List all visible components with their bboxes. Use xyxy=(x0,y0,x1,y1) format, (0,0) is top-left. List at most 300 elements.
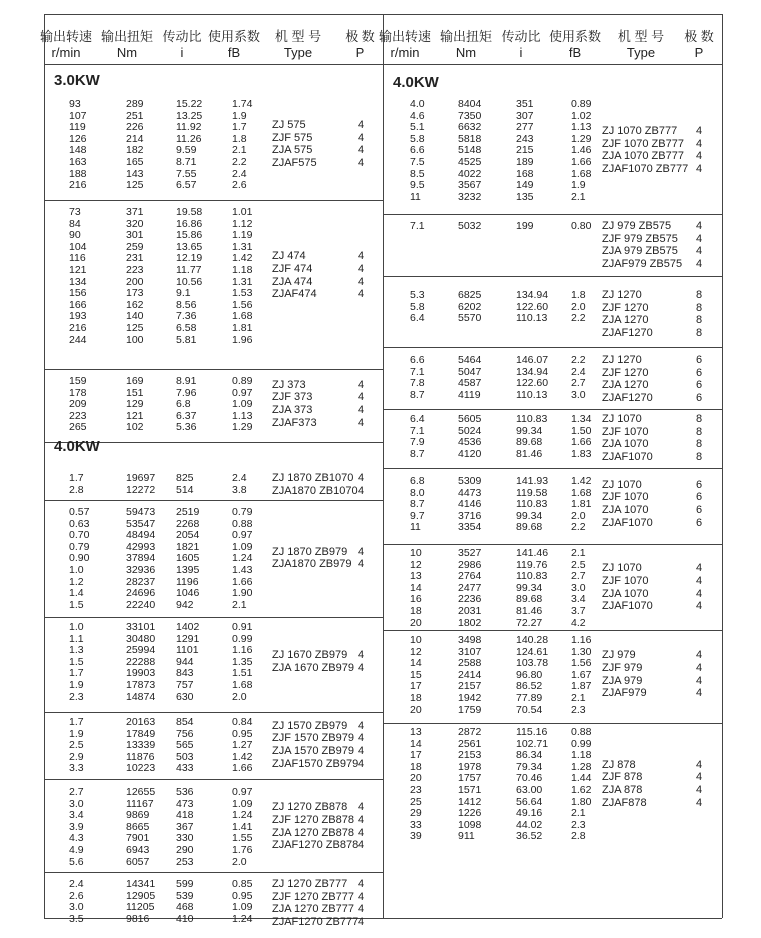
header-unit: Type xyxy=(626,45,656,60)
table-cell: 159 xyxy=(69,375,87,387)
model-type: ZJ 1270 xyxy=(602,354,642,366)
table-cell: 100 xyxy=(126,333,144,346)
table-cell: 16 xyxy=(410,593,422,606)
model-type: ZJAF575 xyxy=(272,157,317,169)
table-cell: 9869 xyxy=(126,809,150,822)
model-type: ZJA1870 ZB1070 xyxy=(272,484,358,497)
table-cell: 29 xyxy=(410,807,422,820)
table-cell: 125 xyxy=(126,179,144,192)
table-cell: 757 xyxy=(176,679,194,691)
table-cell: 243 xyxy=(516,132,534,145)
table-cell: 1.31 xyxy=(232,240,253,253)
model-type: ZJAF1270 xyxy=(602,391,653,404)
table-cell: 79.34 xyxy=(516,760,543,773)
table-cell: 1.09 xyxy=(232,797,253,810)
table-cell: 3.4 xyxy=(571,593,586,606)
table-cell: 19697 xyxy=(126,472,156,484)
pole-count: 4 xyxy=(358,801,365,814)
row-divider xyxy=(383,723,722,724)
pole-count: 4 xyxy=(358,263,365,275)
table-cell: 56.64 xyxy=(516,795,543,808)
table-cell: 2.2 xyxy=(571,521,586,534)
header-unit: Nm xyxy=(455,45,477,60)
table-cell: 14 xyxy=(410,581,422,594)
model-type: ZJ 373 xyxy=(272,378,306,391)
table-cell: 1.56 xyxy=(232,298,253,311)
pole-count: 6 xyxy=(696,491,703,504)
table-cell: 4022 xyxy=(458,167,482,180)
table-cell: 99.34 xyxy=(516,581,543,594)
table-cell: 231 xyxy=(126,252,144,265)
table-cell: 0.97 xyxy=(232,786,253,798)
table-cell: 102.71 xyxy=(516,737,549,750)
header-unit: i xyxy=(519,45,523,60)
pole-count: 4 xyxy=(358,839,365,852)
table-cell: 17849 xyxy=(126,727,156,740)
model-type: ZJF 1070 ZB777 xyxy=(602,137,684,150)
table-cell: 1.12 xyxy=(232,217,253,230)
table-cell: 4587 xyxy=(458,377,482,390)
table-cell: 134.94 xyxy=(516,365,549,378)
table-cell: 10223 xyxy=(126,762,156,775)
table-cell: 6.37 xyxy=(176,409,197,422)
table-cell: 4473 xyxy=(458,486,482,499)
table-cell: 8.5 xyxy=(410,167,425,180)
pole-count: 4 xyxy=(696,687,703,700)
model-type: ZJAF1070 ZB777 xyxy=(602,162,689,175)
model-type: ZJA 1070 xyxy=(602,587,649,600)
pole-count: 4 xyxy=(696,784,703,796)
table-cell: 110.13 xyxy=(516,312,548,325)
table-cell: 129 xyxy=(126,398,144,411)
table-cell: 2.9 xyxy=(69,750,84,763)
pole-count: 4 xyxy=(696,125,703,137)
model-type: ZJAF1270 xyxy=(602,326,653,339)
table-cell: 1759 xyxy=(458,703,482,716)
pole-count: 8 xyxy=(696,289,703,301)
table-cell: 11876 xyxy=(126,750,155,763)
table-cell: 1.62 xyxy=(571,784,592,796)
model-type: ZJA 1270 ZB878 xyxy=(272,826,354,839)
section-title: 4.0KW xyxy=(393,74,439,91)
model-type: ZJA 878 xyxy=(602,784,643,796)
table-cell: 5309 xyxy=(458,475,482,487)
table-cell: 48494 xyxy=(126,529,156,542)
table-cell: 8.7 xyxy=(410,498,425,511)
table-cell: 89.68 xyxy=(516,436,543,449)
table-cell: 0.91 xyxy=(232,621,253,633)
table-cell: 17 xyxy=(410,749,422,762)
table-cell: 25 xyxy=(410,795,422,808)
table-cell: 17873 xyxy=(126,679,156,691)
model-type: ZJ 1270 ZB878 xyxy=(272,801,348,814)
table-cell: 1.7 xyxy=(69,472,84,484)
table-cell: 2.1 xyxy=(232,598,247,611)
pole-count: 4 xyxy=(358,915,365,928)
table-cell: 86.34 xyxy=(516,749,543,762)
table-cell: 14341 xyxy=(126,878,156,890)
model-type: ZJ 1870 ZB979 xyxy=(272,545,348,558)
table-cell: 99.34 xyxy=(516,424,543,437)
table-cell: 3.3 xyxy=(69,762,84,775)
row-divider xyxy=(44,779,383,780)
model-type: ZJF 1270 ZB777 xyxy=(272,890,354,903)
table-cell: 1.50 xyxy=(571,424,592,437)
table-cell: 1821 xyxy=(176,540,200,553)
header-unit: fB xyxy=(227,45,241,60)
table-cell: 8.71 xyxy=(176,156,197,168)
table-cell: 42993 xyxy=(126,540,156,553)
pole-count: 4 xyxy=(696,162,703,175)
table-cell: 173 xyxy=(126,287,144,300)
table-cell: 2.6 xyxy=(69,889,84,902)
table-cell: 14 xyxy=(410,657,422,670)
table-cell: 119.58 xyxy=(516,486,548,499)
table-cell: 1.29 xyxy=(571,132,592,145)
table-cell: 11205 xyxy=(126,901,155,914)
table-cell: 1.96 xyxy=(232,333,253,346)
header-title: 机 型 号 xyxy=(617,29,665,44)
table-cell: 12272 xyxy=(126,483,156,496)
table-cell: 2.0 xyxy=(232,690,247,703)
table-cell: 116 xyxy=(69,252,86,265)
table-cell: 1.24 xyxy=(232,912,253,925)
table-cell: 5.81 xyxy=(176,333,197,346)
table-cell: 6.4 xyxy=(410,312,425,325)
table-cell: 0.85 xyxy=(232,878,253,890)
pole-count: 6 xyxy=(696,366,703,379)
header-unit: i xyxy=(180,45,184,60)
table-cell: 2872 xyxy=(458,726,482,738)
row-divider xyxy=(44,872,383,873)
table-cell: 5570 xyxy=(458,312,482,325)
pole-count: 4 xyxy=(696,600,703,613)
pole-count: 6 xyxy=(696,504,703,516)
table-cell: 5047 xyxy=(458,365,482,378)
table-cell: 1.68 xyxy=(232,679,253,691)
table-cell: 156 xyxy=(69,287,87,300)
model-type: ZJAF979 ZB575 xyxy=(602,257,683,270)
table-cell: 6943 xyxy=(126,844,150,856)
table-cell: 193 xyxy=(69,310,87,323)
model-type: ZJ 1870 ZB1070 xyxy=(272,472,354,484)
model-type: ZJ 1570 ZB979 xyxy=(272,719,348,732)
table-cell: 1.13 xyxy=(571,121,592,134)
table-cell: 0.88 xyxy=(232,517,253,530)
table-cell: 433 xyxy=(176,762,194,775)
table-cell: 1.7 xyxy=(69,667,84,680)
header-title: 传动比 xyxy=(501,29,541,44)
table-cell: 1.24 xyxy=(232,809,253,822)
table-cell: 141.46 xyxy=(516,547,549,559)
table-cell: 1.31 xyxy=(232,275,253,288)
table-cell: 63.00 xyxy=(516,784,543,796)
table-cell: 854 xyxy=(176,716,194,728)
table-cell: 2.3 xyxy=(571,818,586,831)
table-cell: 1.5 xyxy=(69,598,84,611)
table-cell: 944 xyxy=(176,655,194,668)
pole-count: 4 xyxy=(358,890,365,903)
table-cell: 141.93 xyxy=(516,475,549,487)
model-type: ZJF 1070 xyxy=(602,491,649,504)
table-cell: 1.9 xyxy=(571,179,586,192)
table-cell: 473 xyxy=(176,797,194,810)
table-cell: 7.1 xyxy=(410,424,425,437)
table-cell: 189 xyxy=(516,156,534,168)
table-cell: 102 xyxy=(126,421,144,434)
header-title: 输出扭矩 xyxy=(439,29,492,44)
table-cell: 11167 xyxy=(126,797,154,810)
table-cell: 3.0 xyxy=(69,797,84,810)
table-cell: 13 xyxy=(410,726,422,738)
table-cell: 10 xyxy=(410,547,422,559)
table-cell: 4146 xyxy=(458,498,482,511)
table-cell: 81.46 xyxy=(516,447,543,460)
table-cell: 15.86 xyxy=(176,229,203,242)
header-title: 极 数 xyxy=(684,29,714,44)
table-cell: 44.02 xyxy=(516,818,543,831)
table-cell: 1.56 xyxy=(571,657,592,670)
table-cell: 7.96 xyxy=(176,386,197,399)
table-cell: 289 xyxy=(126,98,144,110)
table-cell: 1.41 xyxy=(232,820,253,833)
table-cell: 2054 xyxy=(176,529,200,542)
table-cell: 93 xyxy=(69,98,81,110)
table-cell: 0.57 xyxy=(69,506,90,518)
table-cell: 6.6 xyxy=(410,144,425,157)
table-cell: 2268 xyxy=(176,517,200,530)
model-type: ZJ 1670 ZB979 xyxy=(272,649,348,661)
table-cell: 13.25 xyxy=(176,109,203,122)
table-cell: 3.8 xyxy=(232,483,247,496)
table-cell: 3498 xyxy=(458,634,482,646)
row-divider xyxy=(383,214,722,215)
table-cell: 2.6 xyxy=(232,179,247,192)
table-cell: 70.54 xyxy=(516,703,543,716)
row-divider xyxy=(44,617,383,618)
table-cell: 2764 xyxy=(458,570,482,583)
table-cell: 7350 xyxy=(458,109,482,122)
model-type: ZJ 1070 ZB777 xyxy=(602,125,678,137)
table-cell: 12 xyxy=(410,558,422,571)
table-cell: 22240 xyxy=(126,598,156,611)
table-cell: 1.16 xyxy=(571,634,592,646)
table-cell: 4525 xyxy=(458,156,482,168)
model-type: ZJAF373 xyxy=(272,416,317,429)
table-cell: 351 xyxy=(516,98,534,110)
model-type: ZJA 1070 xyxy=(602,438,649,451)
pole-count: 4 xyxy=(358,472,365,484)
table-cell: 8665 xyxy=(126,820,150,833)
model-type: ZJA 1070 ZB777 xyxy=(602,150,684,163)
row-divider xyxy=(44,712,383,713)
table-cell: 5.6 xyxy=(69,855,84,868)
pole-count: 4 xyxy=(358,649,365,661)
table-cell: 10 xyxy=(410,634,422,646)
table-cell: 6632 xyxy=(458,121,482,134)
table-cell: 1.01 xyxy=(232,206,253,218)
table-cell: 8404 xyxy=(458,98,482,110)
table-cell: 1605 xyxy=(176,552,200,565)
table-cell: 2236 xyxy=(458,593,482,606)
table-cell: 169 xyxy=(126,375,144,387)
pole-count: 4 xyxy=(358,757,365,770)
table-cell: 86.52 xyxy=(516,680,543,693)
pole-count: 4 xyxy=(696,796,703,809)
table-cell: 1802 xyxy=(458,616,482,629)
table-cell: 4.2 xyxy=(571,616,586,629)
table-cell: 1.74 xyxy=(232,98,253,110)
model-type: ZJ 575 xyxy=(272,119,306,132)
pole-count: 4 xyxy=(358,275,365,288)
table-cell: 96.80 xyxy=(516,668,543,681)
header-unit: P xyxy=(355,45,365,60)
table-cell: 9816 xyxy=(126,912,150,925)
table-cell: 418 xyxy=(176,809,194,822)
header-unit: fB xyxy=(568,45,582,60)
table-cell: 81.46 xyxy=(516,605,543,617)
model-type: ZJF 474 xyxy=(272,263,313,275)
table-cell: 178 xyxy=(69,386,87,399)
table-cell: 1.1 xyxy=(69,632,84,645)
table-cell: 1.42 xyxy=(571,475,592,487)
model-type: ZJAF1270 ZB878 xyxy=(272,839,359,852)
table-cell: 1.55 xyxy=(232,832,253,845)
table-cell: 32936 xyxy=(126,564,156,576)
header-unit: r/min xyxy=(390,45,420,60)
table-cell: 140.28 xyxy=(516,634,549,646)
table-cell: 119.76 xyxy=(516,558,548,571)
table-cell: 942 xyxy=(176,598,194,611)
table-cell: 12 xyxy=(410,645,422,658)
model-type: ZJF 1270 xyxy=(602,366,649,379)
table-cell: 33101 xyxy=(126,621,156,633)
table-cell: 151 xyxy=(126,386,144,399)
table-cell: 3.0 xyxy=(571,581,586,594)
table-cell: 514 xyxy=(176,483,194,496)
table-cell: 1.53 xyxy=(232,287,253,300)
table-cell: 163 xyxy=(69,156,87,168)
table-cell: 0.89 xyxy=(571,98,592,110)
table-cell: 49.16 xyxy=(516,807,543,820)
table-cell: 1.42 xyxy=(232,750,253,763)
table-cell: 9.5 xyxy=(410,179,425,192)
table-cell: 2.7 xyxy=(571,377,586,390)
table-cell: 165 xyxy=(126,156,144,168)
row-divider xyxy=(383,409,722,410)
table-cell: 0.97 xyxy=(232,529,253,542)
model-type: ZJ 979 ZB575 xyxy=(602,220,672,232)
table-cell: 1.34 xyxy=(571,413,592,425)
table-cell: 0.99 xyxy=(571,737,592,750)
pole-count: 8 xyxy=(696,450,703,463)
table-cell: 4119 xyxy=(458,388,481,401)
table-cell: 1.81 xyxy=(571,498,592,511)
pole-count: 4 xyxy=(358,719,365,732)
header-unit: r/min xyxy=(51,45,81,60)
table-cell: 1.09 xyxy=(232,901,253,914)
table-cell: 2031 xyxy=(458,605,482,617)
table-cell: 3.9 xyxy=(69,820,84,833)
table-cell: 2986 xyxy=(458,558,482,571)
table-cell: 188 xyxy=(69,167,87,180)
pole-count: 6 xyxy=(696,478,703,491)
pole-count: 4 xyxy=(696,232,703,245)
table-cell: 1291 xyxy=(176,632,200,645)
table-cell: 2.1 xyxy=(232,144,247,157)
table-cell: 200 xyxy=(126,275,144,288)
pole-count: 4 xyxy=(358,745,365,757)
table-cell: 121 xyxy=(126,409,144,422)
table-cell: 7.36 xyxy=(176,310,197,323)
row-divider xyxy=(383,630,722,631)
table-cell: 20 xyxy=(410,616,422,629)
table-cell: 33 xyxy=(410,818,422,831)
pole-count: 4 xyxy=(358,558,365,571)
table-cell: 2.7 xyxy=(571,570,586,583)
table-cell: 7.8 xyxy=(410,377,425,390)
header-title: 机 型 号 xyxy=(274,29,322,44)
pole-count: 4 xyxy=(358,826,365,839)
table-cell: 72.27 xyxy=(516,616,543,629)
table-cell: 1.16 xyxy=(232,644,253,657)
pole-count: 4 xyxy=(358,661,365,674)
table-cell: 1.3 xyxy=(69,644,84,657)
header-title: 极 数 xyxy=(345,29,375,44)
pole-count: 4 xyxy=(696,758,703,771)
table-cell: 1.81 xyxy=(232,322,253,334)
table-cell: 3567 xyxy=(458,179,482,192)
table-cell: 1.46 xyxy=(571,144,592,157)
model-type: ZJA 1270 ZB777 xyxy=(272,903,354,916)
table-cell: 1.68 xyxy=(571,486,592,499)
pole-count: 4 xyxy=(358,545,365,558)
table-cell: 209 xyxy=(69,398,87,411)
table-cell: 5.3 xyxy=(410,289,425,301)
table-cell: 911 xyxy=(458,830,475,843)
table-cell: 11.26 xyxy=(176,132,202,145)
table-cell: 3232 xyxy=(458,190,482,203)
table-cell: 1101 xyxy=(176,644,199,657)
table-cell: 99.34 xyxy=(516,509,543,522)
table-cell: 3354 xyxy=(458,521,482,534)
table-cell: 253 xyxy=(176,855,194,868)
table-cell: 1.68 xyxy=(232,310,253,323)
table-cell: 2.2 xyxy=(232,156,247,168)
table-cell: 2.4 xyxy=(69,878,84,890)
pole-count: 4 xyxy=(696,150,703,163)
table-cell: 1.19 xyxy=(232,229,253,242)
pole-count: 4 xyxy=(358,250,365,263)
table-cell: 3.0 xyxy=(69,901,84,914)
table-cell: 53547 xyxy=(126,517,156,530)
table-cell: 6.58 xyxy=(176,322,197,334)
table-cell: 59473 xyxy=(126,506,156,518)
table-cell: 148 xyxy=(69,144,87,157)
table-cell: 1.7 xyxy=(232,121,247,134)
table-cell: 0.89 xyxy=(232,375,253,387)
table-cell: 215 xyxy=(516,144,534,157)
table-cell: 2.8 xyxy=(571,830,586,843)
pole-count: 4 xyxy=(696,771,703,784)
model-type: ZJA 1270 xyxy=(602,314,649,327)
pole-count: 4 xyxy=(696,587,703,600)
table-cell: 162 xyxy=(126,298,144,311)
table-cell: 2.3 xyxy=(69,690,84,703)
table-cell: 503 xyxy=(176,750,194,763)
table-cell: 2519 xyxy=(176,506,200,518)
pole-count: 8 xyxy=(696,301,703,314)
